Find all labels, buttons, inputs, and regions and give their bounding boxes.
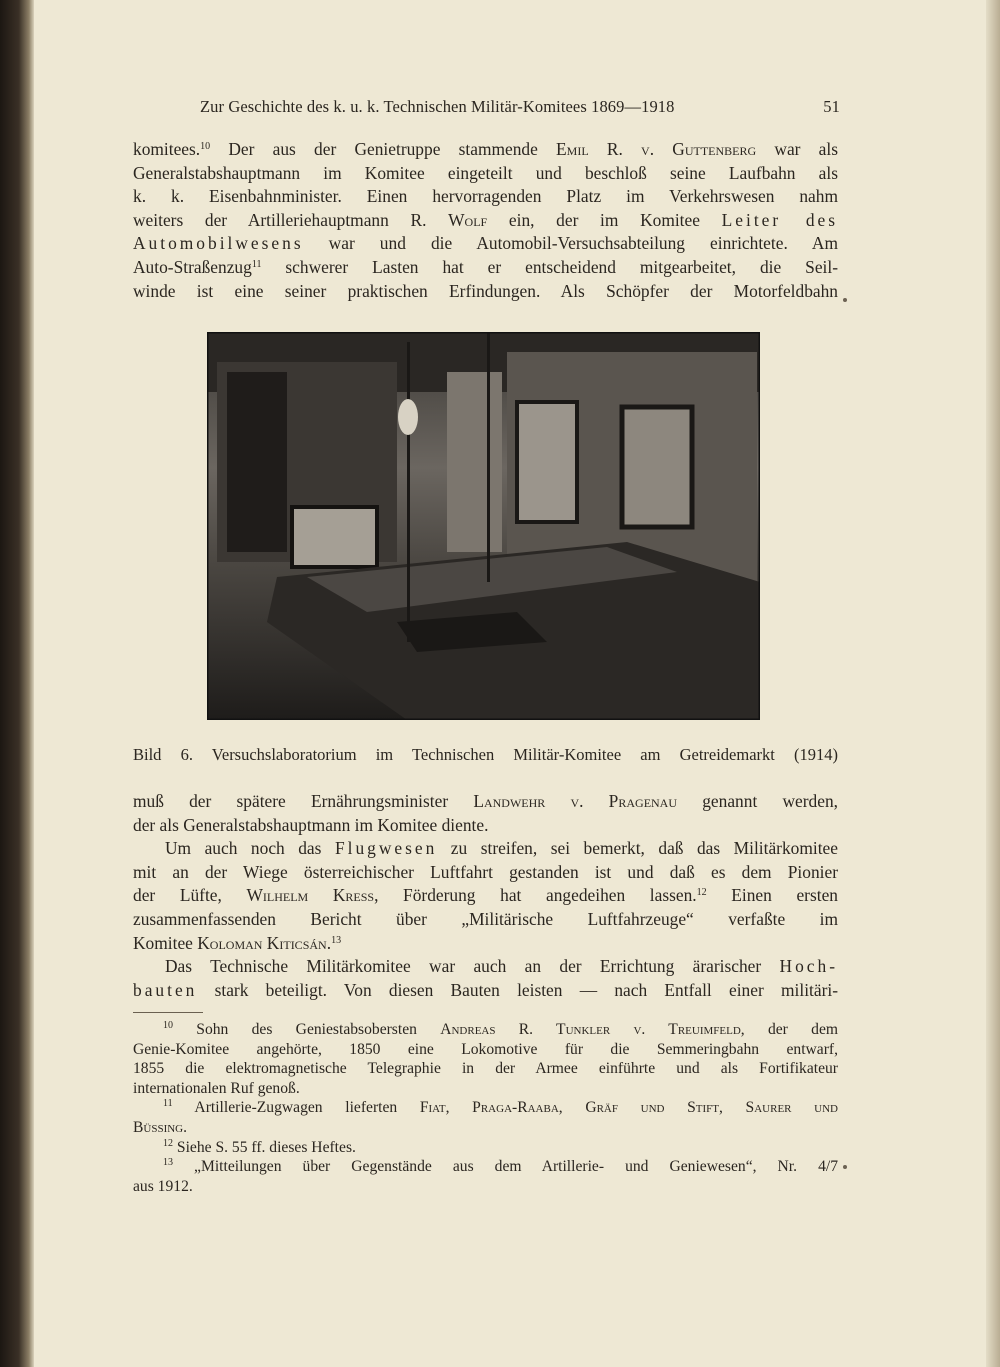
text-run: stark beteiligt. Von diesen Bauten leisten — nach Entfall einer militäri-	[197, 979, 838, 1000]
text-run: Der aus der Genietruppe stammende	[210, 139, 557, 159]
text-run: Siehe S. 55 ff. dieses Heftes.	[173, 1138, 356, 1156]
text-run: winde ist eine seiner praktischen Erfindungen. Als Schöpfer der Motorfeldbahn	[133, 280, 838, 301]
text-run: ein, der im Komitee	[487, 209, 722, 230]
figure-photo-laboratory	[207, 332, 760, 720]
text-line	[133, 790, 838, 814]
text-line	[133, 1020, 838, 1040]
text-run: der als Generalstabshauptmann im Komitee diente.	[133, 814, 489, 835]
text-run: Wilhelm Kress	[246, 885, 375, 906]
text-run: .	[326, 932, 332, 953]
text-run: Fiat, Praga-Raaba, Gräf und Stift, Saurer und	[419, 1099, 838, 1117]
text-line	[133, 280, 838, 304]
footnote-ref: 13	[163, 1157, 173, 1169]
text-run: Wolf	[448, 209, 488, 230]
text-run: Das Technische Militärkomitee war auch an der Errichtung ärarischer	[165, 956, 780, 977]
text-line	[133, 837, 838, 861]
footnote-separator	[133, 1012, 203, 1013]
text-run: Um auch noch das	[165, 838, 335, 859]
text-run: Komitee	[133, 932, 198, 953]
text-line	[133, 884, 838, 908]
running-header	[200, 97, 840, 117]
footnote-ref: 12	[696, 887, 707, 899]
text-line	[133, 1079, 838, 1099]
figure-caption: Bild 6. Versuchslaboratorium im Technischen Militär-Komitee am Getreidemarkt (1914)	[133, 745, 838, 764]
text-run: Artillerie-Zugwagen lieferten	[172, 1099, 420, 1117]
footnote-ref: 10	[163, 1020, 173, 1031]
text-run: Flugwesen	[334, 838, 438, 859]
text-run: Einen ersten	[706, 885, 838, 906]
footnote-ref: 11	[163, 1098, 173, 1110]
footnote-ref: 13	[331, 934, 342, 946]
text-run: Hoch-	[779, 956, 838, 977]
text-line	[133, 256, 838, 280]
text-run: Büssing.	[133, 1118, 188, 1136]
text-line	[133, 138, 838, 162]
text-run: bauten	[133, 979, 198, 1000]
text-run: mit an der Wiege österreichischer Luftfahrt gestanden ist und daß es dem Pionier	[133, 861, 838, 882]
text-run: Generalstabshauptmann im Komitee eingeteilt und beschloß seine Laufbahn als	[133, 162, 838, 183]
text-run: genannt werden,	[677, 791, 839, 811]
text-run: komitees.	[133, 139, 201, 159]
text-run: Andreas R. Tunkler v. Treuimfeld	[440, 1021, 741, 1038]
footnote-ref: 12	[163, 1137, 173, 1149]
text-run: Landwehr v. Pragenau	[473, 791, 678, 811]
text-line	[133, 979, 838, 1003]
text-line	[133, 908, 838, 932]
running-title: Zur Geschichte des k. u. k. Technischen Militär-Komitees 1869—1918	[200, 97, 675, 116]
text-run: Emil R. v. Guttenberg	[556, 139, 757, 159]
text-run: zusammenfassenden Bericht über „Militärische Luftfahrzeuge“ verfaßte im	[133, 908, 838, 929]
text-line	[133, 1040, 838, 1060]
text-line	[133, 1098, 838, 1118]
body-text-top	[133, 138, 838, 303]
text-run: Genie-Komitee angehörte, 1850 eine Lokomotive für die Semmeringbahn entwarf,	[133, 1040, 838, 1058]
text-run: 1855 die elektromagnetische Telegraphie in der Armee einführte und als Fortifikateur	[133, 1060, 838, 1078]
text-run: internationalen Ruf genoß.	[133, 1079, 300, 1097]
text-run: aus 1912.	[133, 1177, 193, 1195]
text-line	[133, 1157, 838, 1177]
text-run: weiters der Artilleriehauptmann R.	[133, 209, 449, 230]
text-line	[133, 1138, 838, 1158]
text-line	[133, 209, 838, 233]
page-number: 51	[823, 97, 840, 116]
text-run: zu streifen, sei bemerkt, daß das Militärkomitee	[437, 838, 838, 859]
text-line	[133, 1177, 838, 1197]
text-run: war als	[756, 139, 838, 159]
text-line	[133, 162, 838, 186]
text-line	[133, 1059, 838, 1079]
text-line	[133, 814, 838, 838]
footnotes	[133, 1020, 838, 1196]
text-run: , der dem	[740, 1021, 838, 1038]
text-run: war und die Automobil-Versuchsabteilung einrichtete. Am	[303, 233, 838, 254]
text-run: der Lüfte,	[133, 885, 247, 906]
text-line	[133, 185, 838, 209]
body-text-bottom	[133, 790, 838, 1002]
text-line	[133, 955, 838, 979]
text-line	[133, 861, 838, 885]
text-run: „Mitteilungen über Gegenstände aus dem Artillerie- und Geniewesen“, Nr. 4/7	[173, 1158, 838, 1176]
text-run: , Förderung hat angedeihen lassen.	[374, 885, 697, 906]
book-binding-edge	[0, 0, 34, 1367]
text-run: schwerer Lasten hat er entscheidend mitgearbeitet, die Seil-	[261, 256, 838, 277]
text-run: k. k. Eisenbahnminister. Einen hervorragenden Platz im Verkehrswesen nahm	[133, 186, 838, 207]
text-run: Auto-Straßenzug	[133, 256, 252, 277]
text-run: Sohn des Geniestabsobersten	[173, 1021, 441, 1038]
text-run: Leiter des	[721, 209, 839, 230]
scan-speck	[843, 298, 847, 302]
text-run: Automobilwesens	[133, 233, 304, 254]
text-run: Koloman Kiticsán	[197, 932, 327, 953]
text-run: muß der spätere Ernährungsminister	[133, 791, 474, 811]
footnote-ref: 11	[251, 258, 262, 270]
page-edge	[986, 0, 1000, 1367]
text-line	[133, 1118, 838, 1138]
text-line	[133, 232, 838, 256]
footnote-ref: 10	[200, 141, 211, 152]
text-line	[133, 932, 838, 956]
scan-speck	[843, 1165, 847, 1169]
